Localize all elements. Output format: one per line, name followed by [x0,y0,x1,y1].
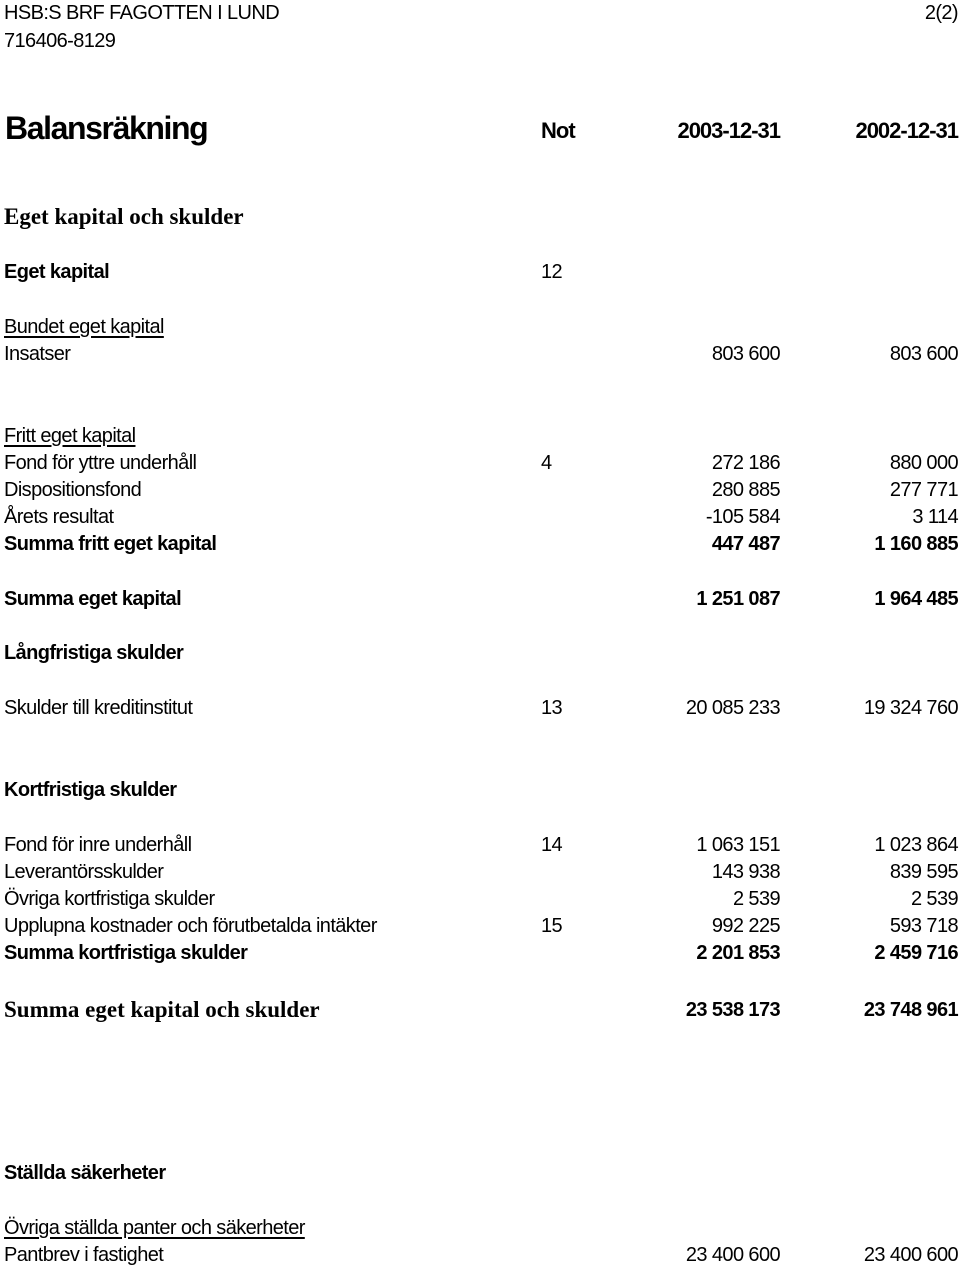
table-row-label: Upplupna kostnader och förutbetalda intäkter [4,915,377,937]
table-row-2003: -105 584 [705,506,780,528]
insatser-2002: 803 600 [889,343,958,365]
eget-kapital-heading: Eget kapital [4,261,110,283]
insatser-label: Insatser [4,343,71,365]
total-label: Summa eget kapital och skulder [4,997,320,1022]
col-header-2002: 2002-12-31 [855,118,958,143]
kortfristiga-heading: Kortfristiga skulder [4,779,177,801]
table-row-2002: 839 595 [889,861,958,883]
table-row-label: Årets resultat [4,506,114,528]
summa-kortfristiga-2003: 2 201 853 [696,942,780,964]
table-row-2002: 277 771 [889,479,958,501]
table-row-label: Fond för inre underhåll [4,834,192,856]
table-row-label: Leverantörsskulder [4,861,164,883]
col-header-not: Not [541,118,575,143]
summa-eget-2002: 1 964 485 [874,588,958,610]
table-row-2003: 143 938 [711,861,780,883]
kreditinstitut-not: 13 [541,697,563,719]
total-2003: 23 538 173 [685,999,780,1021]
summa-eget-label: Summa eget kapital [4,588,182,610]
table-row-2002: 2 539 [910,888,958,910]
table-row-not: 4 [541,452,552,474]
org-name: HSB:S BRF FAGOTTEN I LUND [4,2,280,24]
pantbrev-2002: 23 400 600 [863,1244,958,1266]
table-row-not: 15 [541,915,563,937]
section-heading: Eget kapital och skulder [4,204,244,229]
table-row-2002: 1 023 864 [874,834,958,856]
total-2002: 23 748 961 [863,999,958,1021]
table-row-label: Dispositionsfond [4,479,142,501]
insatser-2003: 803 600 [711,343,780,365]
table-row-2002: 3 114 [912,506,958,528]
org-number: 716406-8129 [4,30,116,52]
table-row-2002: 593 718 [889,915,958,937]
eget-kapital-not: 12 [541,261,563,283]
table-row-2003: 992 225 [711,915,780,937]
summa-eget-2003: 1 251 087 [696,588,780,610]
table-row-2003: 1 063 151 [696,834,780,856]
summa-fritt-2002: 1 160 885 [874,533,958,555]
sakerheter-subheading: Övriga ställda panter och säkerheter [4,1217,305,1239]
table-row-label: Övriga kortfristiga skulder [4,888,215,910]
pantbrev-label: Pantbrev i fastighet [4,1244,164,1266]
summa-fritt-label: Summa fritt eget kapital [4,533,217,555]
bundet-heading: Bundet eget kapital [4,316,164,338]
table-row-2003: 280 885 [711,479,780,501]
summa-kortfristiga-2002: 2 459 716 [874,942,958,964]
kreditinstitut-label: Skulder till kreditinstitut [4,697,193,719]
kreditinstitut-2003: 20 085 233 [685,697,780,719]
pantbrev-2003: 23 400 600 [685,1244,780,1266]
fritt-heading: Fritt eget kapital [4,425,136,447]
table-row-2002: 880 000 [889,452,958,474]
page-title: Balansräkning [5,110,208,146]
table-row-2003: 2 539 [732,888,780,910]
table-row-not: 14 [541,834,563,856]
summa-kortfristiga-label: Summa kortfristiga skulder [4,942,248,964]
page-number: 2(2) [924,2,958,24]
col-header-2003: 2003-12-31 [677,118,780,143]
summa-fritt-2003: 447 487 [711,533,780,555]
table-row-label: Fond för yttre underhåll [4,452,197,474]
kreditinstitut-2002: 19 324 760 [863,697,958,719]
sakerheter-heading: Ställda säkerheter [4,1162,166,1184]
table-row-2003: 272 186 [711,452,780,474]
langfristiga-heading: Långfristiga skulder [4,642,184,664]
